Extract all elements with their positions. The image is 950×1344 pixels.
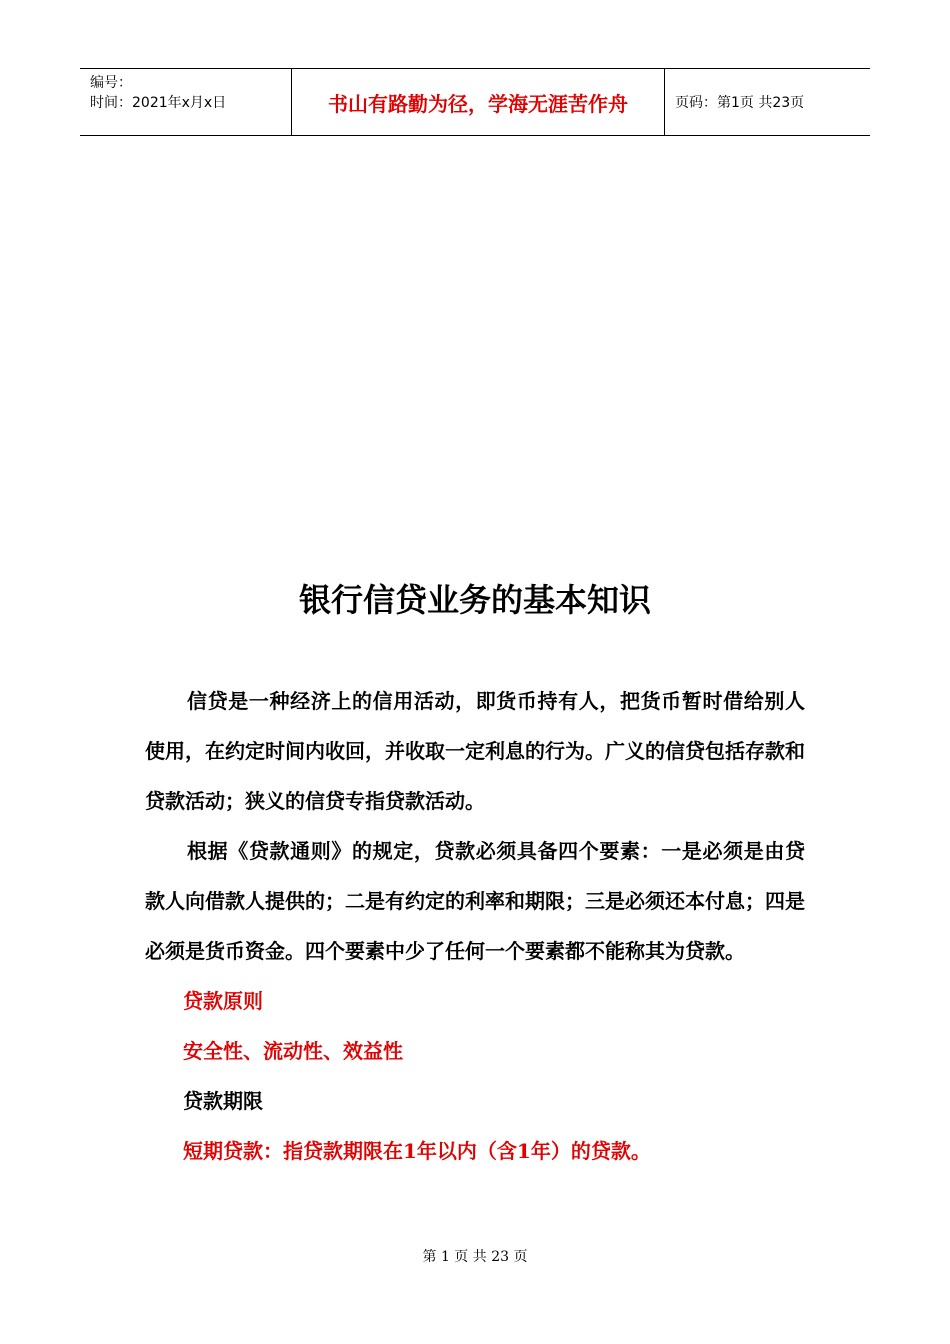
header-meta-cell	[80, 69, 292, 136]
section-short-term-loan: 短期贷款：指贷款期限在1年以内（含1年）的贷款。	[183, 1139, 651, 1163]
page-footer: 第 1 页 共 23 页	[422, 1249, 528, 1265]
number-label: 编号：	[90, 75, 132, 91]
paragraph: 信贷是一种经济上的信用活动，即货币持有人，把货币暂时借给别人使用，在约定时间内收回，并收取一定利息的行为。广义的信贷包括存款和贷款活动；狭义的信贷专指贷款活动。	[145, 689, 805, 813]
document-body	[145, 676, 805, 1176]
section-principles-list: 安全性、流动性、效益性	[183, 1039, 403, 1063]
header-motto: 书山有路勤为径，学海无涯苦作舟	[292, 69, 665, 136]
document-title: 银行信贷业务的基本知识	[298, 581, 651, 619]
time-label: 时间：2021年x月x日	[90, 95, 227, 111]
paragraph: 根据《贷款通则》的规定，贷款必须具备四个要素：一是必须是由贷款人向借款人提供的；二是有约定的利率和期限；三是必须还本付息；四是必须是货币资金。四个要素中少了任何一个要素都不能称其为贷款。	[145, 839, 805, 963]
header-table	[80, 68, 870, 136]
header-page-info: 页码：第1页 共23页	[665, 69, 871, 136]
section-heading-loan-term: 贷款期限	[183, 1089, 263, 1113]
section-heading-loan-principles: 贷款原则	[183, 989, 263, 1013]
